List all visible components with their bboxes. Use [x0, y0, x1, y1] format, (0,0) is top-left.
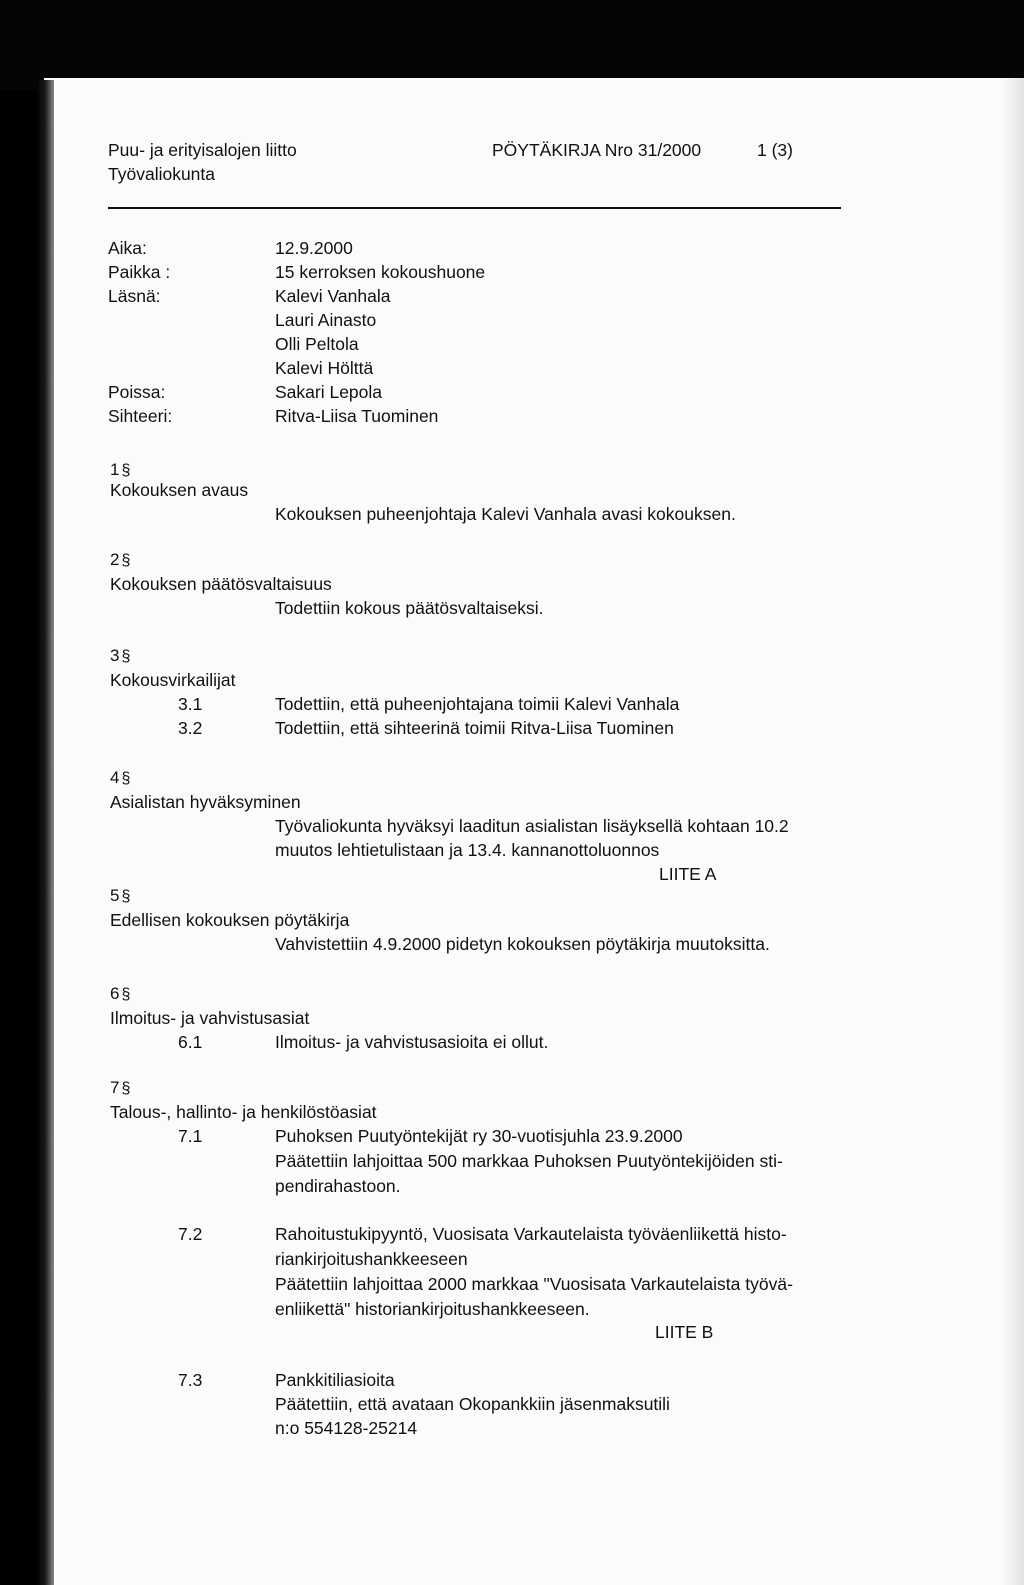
sihteeri-value: Ritva-Liisa Tuominen: [275, 406, 439, 426]
page-edge-shadow: [1002, 78, 1024, 1585]
scan-border-top: [0, 0, 1024, 90]
section-symbol: §: [121, 462, 131, 479]
item-number: 3.1: [178, 694, 203, 714]
section-title: Kokouksen avaus: [110, 480, 249, 500]
section-number: 7 §: [110, 1078, 131, 1097]
sihteeri-label: Sihteeri:: [108, 406, 173, 426]
section-number: 3 §: [110, 646, 131, 665]
item-number: 7.1: [178, 1126, 203, 1146]
attendee: Olli Peltola: [275, 334, 359, 354]
item-text: enliikettä" historiankirjoitushankkeeseen.: [275, 1299, 590, 1319]
paikka-value: 15 kerroksen kokoushuone: [275, 262, 486, 282]
attachment-label: LIITE A: [659, 864, 717, 884]
paikka-label: Paikka :: [108, 262, 171, 282]
section-symbol: §: [121, 552, 131, 569]
section-title: Asialistan hyväksyminen: [110, 792, 301, 812]
section-text: Todettiin kokous päätösvaltaiseksi.: [275, 598, 544, 618]
section-number: 6 §: [110, 984, 131, 1003]
aika-label: Aika:: [108, 238, 147, 258]
section-title: Kokouksen päätösvaltaisuus: [110, 574, 332, 594]
poissa-label: Poissa:: [108, 382, 166, 402]
document-title: PÖYTÄKIRJA Nro 31/2000: [492, 140, 702, 160]
section-title: Edellisen kokouksen pöytäkirja: [110, 910, 350, 930]
item-text: Todettiin, että puheenjohtajana toimii Kalevi Vanhala: [275, 694, 680, 714]
attendee: Kalevi Hölttä: [275, 358, 374, 378]
item-text: Rahoitustukipyyntö, Vuosisata Varkautelaista työväenliikettä histo-: [275, 1224, 787, 1244]
section-number: 4 §: [110, 768, 131, 787]
item-number: 3.2: [178, 718, 203, 738]
item-text: Pankkitiliasioita: [275, 1370, 395, 1390]
item-number: 7.3: [178, 1370, 203, 1390]
section-symbol: §: [121, 770, 131, 787]
poissa-value: Sakari Lepola: [275, 382, 383, 402]
section-text: Työvaliokunta hyväksyi laaditun asialistan lisäyksellä kohtaan 10.2: [275, 816, 789, 836]
section-symbol: §: [121, 986, 131, 1003]
header-divider: [108, 207, 841, 209]
section-symbol: §: [121, 888, 131, 905]
section-text: Kokouksen puheenjohtaja Kalevi Vanhala avasi kokouksen.: [275, 504, 736, 524]
section-title: Kokousvirkailijat: [110, 670, 236, 690]
attendee: Lauri Ainasto: [275, 310, 377, 330]
item-text: Päätettiin lahjoittaa 500 markkaa Puhoksen Puutyöntekijöiden sti-: [275, 1151, 783, 1171]
scan-border-left: [36, 80, 54, 1585]
item-text: Ilmoitus- ja vahvistusasioita ei ollut.: [275, 1032, 549, 1052]
lasna-label: Läsnä:: [108, 286, 161, 306]
attachment-label: LIITE B: [655, 1322, 714, 1342]
section-text: Vahvistettiin 4.9.2000 pidetyn kokouksen pöytäkirja muutoksitta.: [275, 934, 770, 954]
section-symbol: §: [121, 1080, 131, 1097]
item-text: Todettiin, että sihteerinä toimii Ritva-Liisa Tuominen: [275, 718, 674, 738]
section-title: Talous-, hallinto- ja henkilöstöasiat: [110, 1102, 377, 1122]
page-number: 1 (3): [757, 140, 793, 160]
section-title: Ilmoitus- ja vahvistusasiat: [110, 1008, 310, 1028]
item-text: pendirahastoon.: [275, 1176, 401, 1196]
item-text: riankirjoitushankkeeseen: [275, 1249, 468, 1269]
attendee: Kalevi Vanhala: [275, 286, 391, 306]
section-symbol: §: [121, 648, 131, 665]
unit-name: Työvaliokunta: [108, 164, 216, 184]
item-text: Päätettiin, että avataan Okopankkiin jäsenmaksutili: [275, 1394, 670, 1414]
item-text: Puhoksen Puutyöntekijät ry 30-vuotisjuhla 23.9.2000: [275, 1126, 683, 1146]
aika-value: 12.9.2000: [275, 238, 353, 258]
item-text: Päätettiin lahjoittaa 2000 markkaa "Vuosisata Varkautelaista työvä-: [275, 1274, 793, 1294]
org-name: Puu- ja erityisalojen liitto: [108, 140, 297, 160]
section-number: 1 §: [110, 460, 131, 479]
item-number: 7.2: [178, 1224, 203, 1244]
item-number: 6.1: [178, 1032, 203, 1052]
section-number: 2 §: [110, 550, 131, 569]
section-number: 5 §: [110, 886, 131, 905]
item-text: n:o 554128-25214: [275, 1418, 418, 1438]
section-text: muutos lehtietulistaan ja 13.4. kannanottoluonnos: [275, 840, 660, 860]
